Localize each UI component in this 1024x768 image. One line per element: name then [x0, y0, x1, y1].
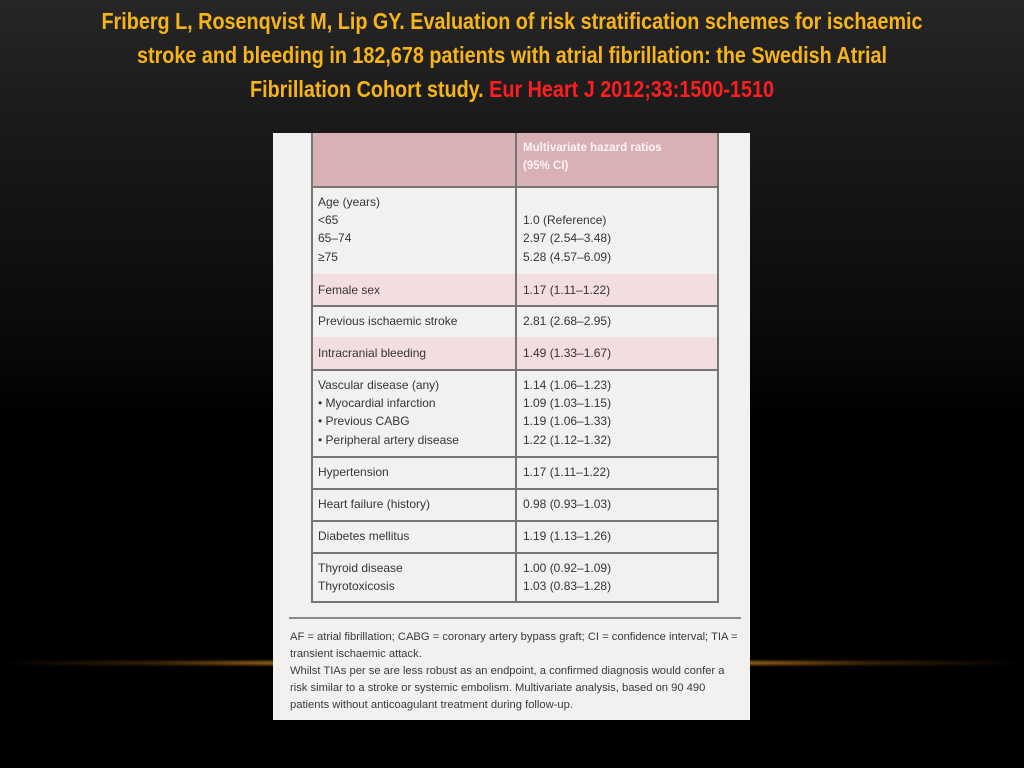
slide-title-text: Friberg L, Rosenqvist M, Lip GY. Evaluation of risk stratification schemes for ischaemic stroke and bleeding in 182,678 patients with atrial fibrillation: the Swedish Atrial Fibrillation Cohort study.	[101, 8, 923, 102]
row-value: 1.14 (1.06–1.23) 1.09 (1.03–1.15) 1.19 (1.06–1.33) 1.22 (1.12–1.32)	[523, 378, 612, 447]
row-label: Female sex	[318, 283, 381, 297]
row-value: 1.0 (Reference) 2.97 (2.54–3.48) 5.28 (4.57–6.09)	[523, 213, 612, 264]
row-value: 1.17 (1.11–1.22)	[523, 283, 611, 297]
column-divider	[515, 133, 517, 601]
footnote-divider	[289, 617, 741, 619]
row-value: 1.49 (1.33–1.67)	[523, 346, 612, 360]
header-hazard-ratios: Multivariate hazard ratios (95% CI)	[523, 142, 662, 172]
row-label: Hypertension	[318, 465, 389, 479]
scanned-table-image	[273, 133, 750, 720]
row-label: Previous ischaemic stroke	[318, 314, 458, 328]
journal-citation: Eur Heart J 2012;33:1500-1510	[489, 76, 774, 102]
row-label: Heart failure (history)	[318, 497, 431, 511]
row-label: Vascular disease (any) • Myocardial infarction • Previous CABG • Peripheral artery disease	[318, 378, 459, 447]
footnote-abbreviations: AF = atrial fibrillation; CABG = coronary artery bypass graft; CI = confidence interval; TIA = transient ischaemic attack.	[290, 631, 738, 660]
row-value: 2.81 (2.68–2.95)	[523, 314, 612, 328]
table-footnote	[290, 629, 742, 714]
row-value: 1.17 (1.11–1.22)	[523, 465, 611, 479]
row-value: 0.98 (0.93–1.03)	[523, 497, 612, 511]
slide-title	[97, 4, 926, 106]
footnote-note: Whilst TIAs per se are less robust as an endpoint, a confirmed diagnosis would confer a risk similar to a stroke or systemic embolism. Multivariate analysis, based on 90 490 patients without anticoagulant treatment during follow-up.	[290, 665, 725, 711]
row-value: 1.00 (0.92–1.09) 1.03 (0.83–1.28)	[523, 561, 612, 594]
row-value: 1.19 (1.13–1.26)	[523, 529, 612, 543]
hazard-ratio-table	[311, 133, 719, 603]
row-label: Diabetes mellitus	[318, 529, 410, 543]
row-label: Intracranial bleeding	[318, 346, 427, 360]
row-label: Thyroid disease Thyrotoxicosis	[318, 561, 403, 594]
row-label: Age (years) <65 65–74 ≥75	[318, 195, 381, 264]
